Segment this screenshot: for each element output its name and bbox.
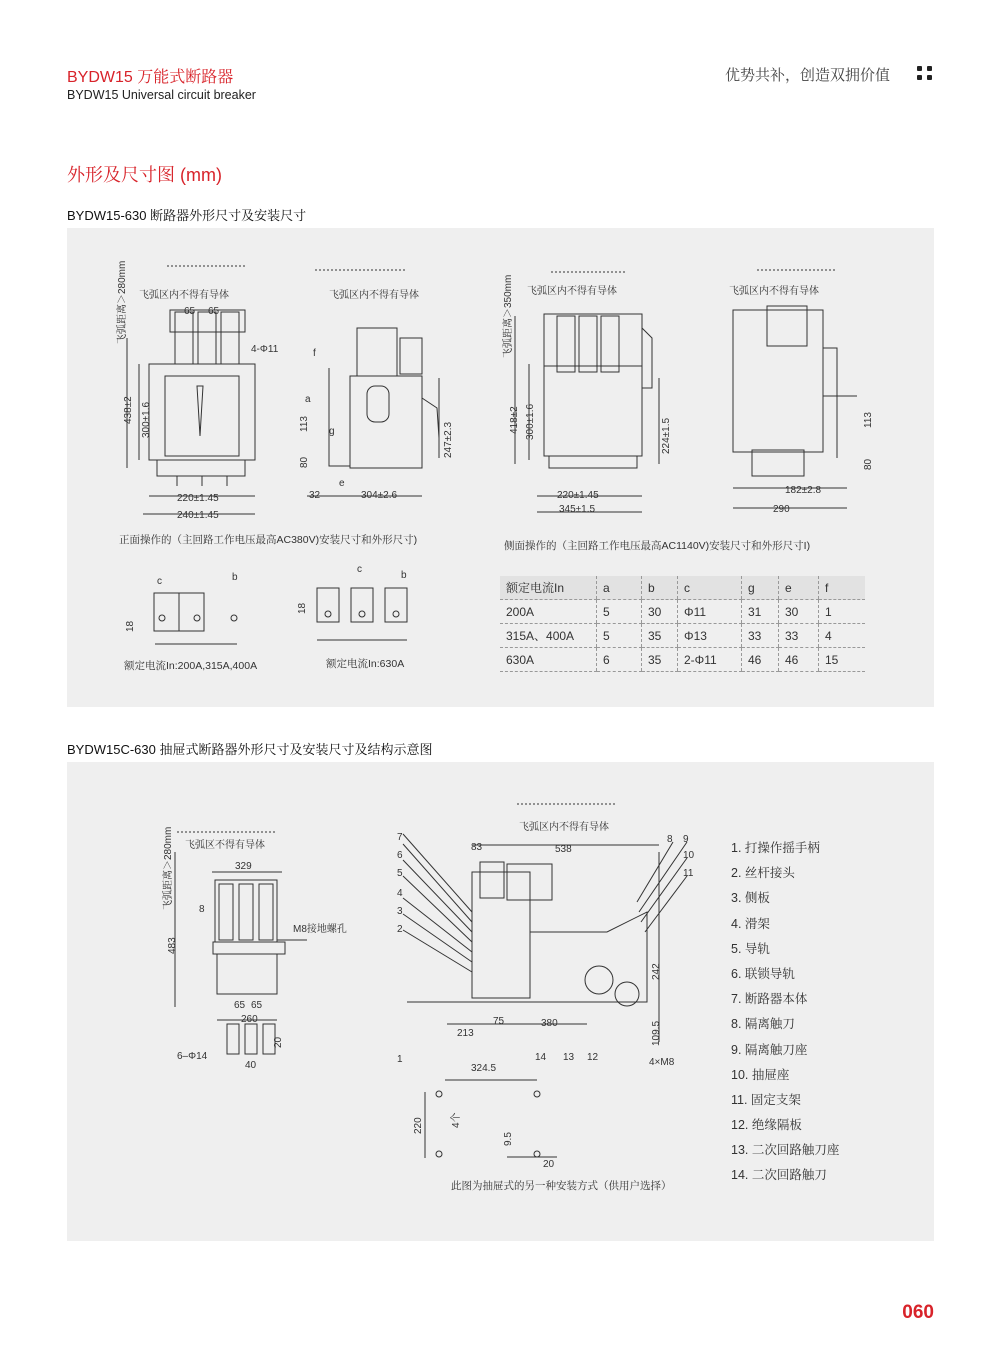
table-row: [500, 648, 865, 672]
dim-329: 329: [235, 861, 252, 872]
caption-front-operation: 正面操作的（主回路工作电压最高AC380V)安装尺寸和外形尺寸): [119, 534, 418, 546]
table-row: [500, 600, 865, 624]
dim-83: 83: [471, 842, 483, 853]
list-item: 7. 断路器本体: [731, 992, 808, 1007]
dim-213: 213: [457, 1028, 474, 1039]
dim-side-304: 304±2.6: [361, 490, 398, 501]
caption-side-operation: 侧面操作的（主回路工作电压最高AC1140V)安装尺寸和外形尺寸I): [504, 540, 811, 552]
m8x4-label: 4×M8: [649, 1057, 675, 1068]
list-item: 8. 隔离触刀: [731, 1017, 795, 1032]
dim-538: 538: [555, 844, 572, 855]
dim-483: 483: [167, 937, 178, 954]
callout-3: 3: [397, 906, 403, 917]
dim-380: 380: [541, 1018, 558, 1029]
table-cell: 5: [597, 600, 642, 624]
callout-11: 11: [683, 868, 694, 879]
dim-side-a: a: [305, 394, 311, 405]
table-header: b: [642, 576, 678, 600]
table-cell: 33: [779, 624, 819, 648]
list-item: 2. 丝杆接头: [731, 866, 795, 881]
arc-zone-left: 飞弧区不得有导体: [185, 840, 265, 851]
list-item: 11. 固定支架: [731, 1092, 801, 1107]
dim-side-e: e: [339, 478, 345, 489]
arc-zone-label-4: 飞弧区内不得有导体: [729, 286, 819, 297]
table-header: e: [779, 576, 819, 600]
dim-front-65b: 65: [208, 306, 220, 317]
alt-mounting-caption: 此图为抽屉式的另一种安装方式（供用户选择）: [451, 1180, 672, 1192]
table-cell: 30: [779, 600, 819, 624]
dim-front-438: 438±2: [123, 396, 134, 424]
detail-c-2: c: [357, 564, 362, 575]
header-title-en: BYDW15 Universal circuit breaker: [67, 88, 256, 102]
dim-front-65a: 65: [184, 306, 196, 317]
callout-2: 2: [397, 924, 403, 935]
list-item: 1. 打操作摇手柄: [731, 841, 820, 855]
table-cell: 4: [819, 624, 866, 648]
detail-b-2: b: [401, 570, 407, 581]
page-number: 060: [902, 1302, 934, 1323]
dim-260: 260: [241, 1014, 258, 1025]
dim-side2-182: 182±2.8: [785, 485, 822, 496]
dim-side-32: 32: [309, 490, 321, 501]
dim-65a: 65: [234, 1000, 246, 1011]
table-header: c: [678, 576, 742, 600]
detail-18-1: 18: [125, 620, 136, 632]
table-cell: 5: [597, 624, 642, 648]
table-cell: 15: [819, 648, 866, 672]
table-cell: Φ13: [678, 624, 742, 648]
list-item: 12. 绝缘隔板: [731, 1118, 802, 1133]
arc-distance-label: 飞弧距离＞280mm: [163, 826, 174, 910]
table-row: [500, 624, 865, 648]
dim-side-f: f: [313, 348, 316, 359]
table-header: a: [597, 576, 642, 600]
table-cell: 46: [742, 648, 779, 672]
table-header: 额定电流In: [500, 576, 597, 600]
list-item: 6. 联锁导轨: [731, 966, 795, 981]
arc-zone-label-3: 飞弧区内不得有导体: [527, 286, 617, 297]
dim-side2-113: 113: [863, 412, 874, 428]
arc-zone-label-2: 飞弧区内不得有导体: [329, 290, 419, 301]
detail-c-1: c: [157, 576, 162, 587]
caption-rating-200-400: 额定电流In:200A,315A,400A: [124, 660, 258, 672]
list-item: 4. 滑架: [731, 916, 770, 931]
table-cell: 1: [819, 600, 866, 624]
dots-icon: [917, 66, 935, 84]
dim-side-247: 247±2.3: [443, 421, 454, 458]
dim-front-300: 300±1.6: [141, 401, 152, 438]
arc-distance-label-1: 飞弧距离＞280mm: [117, 260, 128, 344]
dim-side-80: 80: [299, 456, 310, 468]
table-header: g: [742, 576, 779, 600]
detail-b-1: b: [232, 572, 238, 583]
table-cell: 33: [742, 624, 779, 648]
dim-9-5: 9.5: [503, 1132, 514, 1146]
list-item: 10. 抽屉座: [731, 1067, 790, 1082]
table-cell: 31: [742, 600, 779, 624]
dim-40: 40: [245, 1060, 257, 1071]
dim-side2-290: 290: [773, 504, 790, 515]
dim-324-5: 324.5: [471, 1063, 497, 1074]
table-cell: 30: [642, 600, 678, 624]
subsection-title-2: BYDW15C-630 抽屉式断路器外形尺寸及安装尺寸及结构示意图: [67, 742, 433, 757]
section-title: 外形及尺寸图 (mm): [67, 165, 222, 185]
arc-zone-right: 飞弧区内不得有导体: [519, 822, 609, 833]
dim-242: 242: [651, 963, 662, 980]
list-item: 9. 隔离触刀座: [731, 1042, 808, 1057]
dim-220: 220: [413, 1117, 424, 1134]
arc-distance-label-2: 飞弧距离＞350mm: [503, 274, 514, 358]
dim-front2-418: 418±2: [509, 406, 520, 434]
dim-side2-80: 80: [863, 458, 874, 470]
table-cell: 2-Φ11: [678, 648, 742, 672]
callout-8: 8: [667, 834, 673, 845]
callout-12: 12: [587, 1052, 599, 1063]
dim-65b: 65: [251, 1000, 263, 1011]
four-holes: 4个: [451, 1112, 462, 1128]
dim-side-g: g: [329, 426, 335, 437]
holes-6-phi14: 6–Φ14: [177, 1051, 208, 1062]
callout-6: 6: [397, 850, 403, 861]
dim-8: 8: [199, 904, 205, 915]
dim-front2-300: 300±1.6: [525, 403, 536, 440]
list-item: 14. 二次回路触刀: [731, 1168, 827, 1183]
dim-front2-345: 345±1.5: [559, 504, 596, 515]
detail-18-2: 18: [297, 602, 308, 614]
figure-panel-1: [67, 228, 934, 707]
callout-9: 9: [683, 834, 689, 845]
callout-1: 1: [397, 1054, 403, 1065]
arc-zone-label-1: 飞弧区内不得有导体: [139, 290, 229, 301]
list-item: 5. 导轨: [731, 941, 770, 956]
figure-panel-2: [67, 762, 934, 1241]
table-cell: 200A: [500, 600, 597, 624]
dim-front2-220: 220±1.45: [557, 490, 599, 501]
callout-10: 10: [683, 850, 695, 861]
rating-dimension-table: [500, 576, 865, 672]
header-title-cn: BYDW15 万能式断路器: [67, 69, 234, 86]
table-cell: Φ11: [678, 600, 742, 624]
hole-label: 4-Φ11: [251, 344, 279, 355]
callout-4: 4: [397, 888, 403, 899]
caption-rating-630: 额定电流In:630A: [326, 658, 405, 670]
m8-ground-label: M8接地螺孔: [293, 924, 347, 935]
dim-109-5: 109.5: [651, 1020, 662, 1046]
table-cell: 6: [597, 648, 642, 672]
callout-5: 5: [397, 868, 403, 879]
table-cell: 35: [642, 624, 678, 648]
list-item: 13. 二次回路触刀座: [731, 1143, 840, 1158]
callout-14: 14: [535, 1052, 547, 1063]
callout-7: 7: [397, 832, 403, 843]
table-cell: 630A: [500, 648, 597, 672]
dim-front-220: 220±1.45: [177, 493, 219, 504]
dim-front-240: 240±1.45: [177, 510, 219, 521]
table-cell: 46: [779, 648, 819, 672]
table-cell: 315A、400A: [500, 624, 597, 648]
dim-front2-224: 224±1.5: [661, 417, 672, 454]
table-header: f: [819, 576, 866, 600]
dim-side-113: 113: [299, 416, 310, 432]
dim-20b: 20: [543, 1159, 555, 1170]
callout-13: 13: [563, 1052, 575, 1063]
dim-75: 75: [493, 1016, 505, 1027]
dim-20: 20: [273, 1036, 284, 1048]
parts-list: [731, 836, 839, 1189]
header-slogan: 优势共补，创造双拥价值: [724, 67, 890, 84]
table-header-row: [500, 576, 865, 600]
subsection-title-1: BYDW15-630 断路器外形尺寸及安装尺寸: [67, 208, 307, 223]
table-cell: 35: [642, 648, 678, 672]
list-item: 3. 侧板: [731, 891, 770, 906]
